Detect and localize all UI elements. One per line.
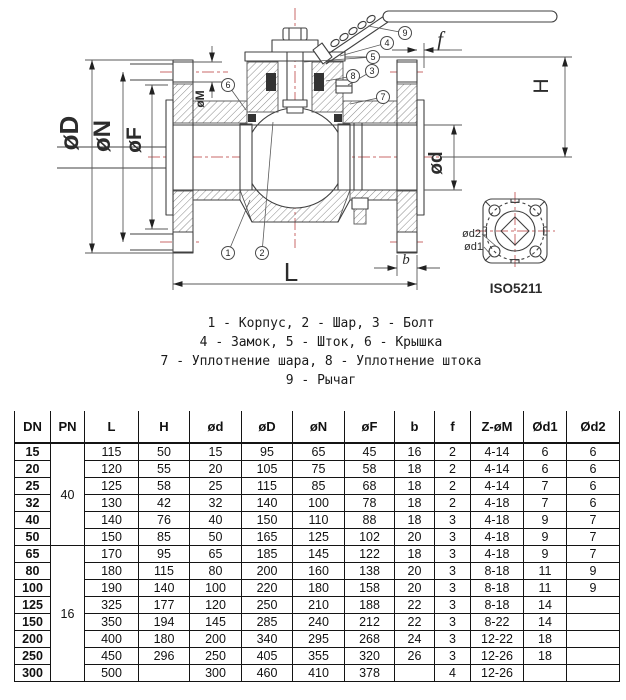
cell-b: 20 [395,529,435,546]
cell-dn: 125 [15,597,51,614]
valve-drawing-container [0,0,626,312]
cell-Ød1: 11 [524,580,567,597]
cell-øD: 105 [242,461,293,478]
cell-f: 2 [435,461,471,478]
cell-dn: 32 [15,495,51,512]
cell-øN: 355 [293,648,345,665]
column-header-øF: øF [345,411,395,443]
cell-L: 190 [85,580,139,597]
cell-øN: 65 [293,443,345,461]
cell-b [395,665,435,682]
callout-number: 9 [402,28,408,38]
cell-b: 18 [395,461,435,478]
cell-f: 3 [435,614,471,631]
cell-Z-øM: 12-22 [471,631,524,648]
column-header-f: f [435,411,471,443]
cell-ød: 80 [190,563,242,580]
table-row-dn-65 [15,546,620,563]
cell-b: 16 [395,443,435,461]
callout-number: 4 [384,38,390,48]
cell-Ød2: 6 [567,443,620,461]
cell-f: 3 [435,648,471,665]
cell-øF: 320 [345,648,395,665]
table-row-dn-125 [15,597,620,614]
dim-label-oF: øF [123,127,146,153]
valve-drawing [0,0,626,312]
cell-øD: 185 [242,546,293,563]
cell-øF: 158 [345,580,395,597]
cell-Ød2: 7 [567,529,620,546]
cell-dn: 65 [15,546,51,563]
cell-f: 2 [435,443,471,461]
cell-L: 115 [85,443,139,461]
cell-H: 140 [139,580,190,597]
legend-line: 4 - Замок, 5 - Шток, 6 - Крышка [199,335,443,350]
cell-Z-øM: 4-14 [471,478,524,495]
cell-ød: 300 [190,665,242,682]
cell-øD: 150 [242,512,293,529]
cell-L: 350 [85,614,139,631]
iso-label-od2: ød2 [462,228,481,240]
cell-L: 170 [85,546,139,563]
iso5211-view [462,192,555,296]
cell-L: 150 [85,529,139,546]
bolt-hole [530,246,541,257]
cell-ød: 100 [190,580,242,597]
cell-L: 140 [85,512,139,529]
cell-øF: 268 [345,631,395,648]
cell-øD: 140 [242,495,293,512]
cell-Z-øM: 4-18 [471,529,524,546]
cell-øD: 220 [242,580,293,597]
cell-Ød2 [567,631,620,648]
cell-f: 3 [435,512,471,529]
table-row-dn-100 [15,580,620,597]
cell-Z-øM: 8-18 [471,597,524,614]
cell-ød: 145 [190,614,242,631]
callout-number: 5 [370,52,376,62]
column-header-b: b [395,411,435,443]
cell-Ød1: 7 [524,495,567,512]
dim-label-H: H [530,78,553,94]
cell-øF: 58 [345,461,395,478]
cell-f: 3 [435,597,471,614]
cell-b: 24 [395,631,435,648]
cell-H: 180 [139,631,190,648]
table-row-dn-32 [15,495,620,512]
dimensions-table [14,411,620,682]
cell-Ød1: 9 [524,512,567,529]
column-header-øN: øN [293,411,345,443]
table-row-dn-20 [15,461,620,478]
cell-b: 18 [395,478,435,495]
cell-b: 22 [395,597,435,614]
cell-øN: 85 [293,478,345,495]
cell-øF: 122 [345,546,395,563]
cell-Ød2 [567,648,620,665]
cell-b: 26 [395,648,435,665]
cell-Z-øM: 8-18 [471,563,524,580]
cell-Ød1: 9 [524,529,567,546]
cell-ød: 25 [190,478,242,495]
cell-Ød2: 6 [567,495,620,512]
cell-Ød2 [567,614,620,631]
cell-H: 50 [139,443,190,461]
cell-Z-øM: 8-18 [471,580,524,597]
cell-Ød2: 6 [567,478,620,495]
table-row-dn-250 [15,648,620,665]
left-flange [130,60,193,253]
cell-Ød1: 14 [524,614,567,631]
callout-1 [222,200,251,260]
table-row-dn-80 [15,563,620,580]
cell-øN: 240 [293,614,345,631]
cell-L: 500 [85,665,139,682]
cell-øN: 410 [293,665,345,682]
cell-dn: 15 [15,443,51,461]
cell-ød: 15 [190,443,242,461]
cell-b: 20 [395,580,435,597]
cell-H: 58 [139,478,190,495]
column-header-Ød2: Ød2 [567,411,620,443]
cell-ød: 40 [190,512,242,529]
table-row-dn-40 [15,512,620,529]
cell-øF: 88 [345,512,395,529]
dim-label-b: b [402,252,410,268]
cell-øD: 285 [242,614,293,631]
cell-Ød2: 7 [567,512,620,529]
cell-Ød2: 7 [567,546,620,563]
cell-Ød2: 9 [567,563,620,580]
column-header-Ød1: Ød1 [524,411,567,443]
cell-dn: 40 [15,512,51,529]
cell-Z-øM: 4-14 [471,443,524,461]
table-row-dn-150 [15,614,620,631]
dim-label-oN: øN [89,120,116,152]
cell-øN: 160 [293,563,345,580]
cell-f: 3 [435,580,471,597]
cell-b: 18 [395,495,435,512]
cell-øN: 125 [293,529,345,546]
cell-øD: 340 [242,631,293,648]
legend-line: 1 - Корпус, 2 - Шар, 3 - Болт [207,316,435,331]
cell-ød: 65 [190,546,242,563]
cell-pn-group: 40 [51,443,85,546]
cell-f: 3 [435,563,471,580]
cell-b: 18 [395,546,435,563]
cell-Ød1: 14 [524,597,567,614]
parts-legend [0,314,626,390]
column-header-Z-øM: Z-øM [471,411,524,443]
cell-øF: 378 [345,665,395,682]
table-row-dn-200 [15,631,620,648]
column-header-ød: ød [190,411,242,443]
cell-L: 130 [85,495,139,512]
cell-øN: 110 [293,512,345,529]
dim-label-L: L [283,257,299,287]
cell-f: 2 [435,478,471,495]
cell-Ød1: 11 [524,563,567,580]
callout-number: 2 [259,248,265,258]
cell-H: 76 [139,512,190,529]
cell-øF: 78 [345,495,395,512]
cell-Z-øM: 8-22 [471,614,524,631]
bonnet [245,28,345,113]
cell-f: 4 [435,665,471,682]
cell-øD: 460 [242,665,293,682]
table-row-dn-300 [15,665,620,682]
cell-øF: 45 [345,443,395,461]
cell-dn: 50 [15,529,51,546]
cell-øF: 212 [345,614,395,631]
cell-Z-øM: 4-14 [471,461,524,478]
cell-øN: 100 [293,495,345,512]
column-header-DN: DN [15,411,51,443]
cell-L: 325 [85,597,139,614]
cell-L: 400 [85,631,139,648]
dim-label-f: f [437,27,443,51]
cell-dn: 150 [15,614,51,631]
cell-øN: 145 [293,546,345,563]
ball [245,108,345,208]
callout-number: 8 [350,71,356,81]
column-header-PN: PN [51,411,85,443]
cell-øF: 138 [345,563,395,580]
cell-øD: 115 [242,478,293,495]
cell-øD: 165 [242,529,293,546]
spec-table-container [14,411,626,682]
cell-Ød1: 18 [524,631,567,648]
cell-øN: 180 [293,580,345,597]
cell-H: 296 [139,648,190,665]
cell-b: 20 [395,563,435,580]
cell-Ød1: 18 [524,648,567,665]
cell-øN: 75 [293,461,345,478]
cell-øN: 210 [293,597,345,614]
cell-L: 120 [85,461,139,478]
cell-dn: 100 [15,580,51,597]
cell-Ød2: 9 [567,580,620,597]
cell-Ød2: 6 [567,461,620,478]
dim-label-od: ød [426,151,447,175]
table-header-row [15,411,620,443]
cell-Z-øM: 4-18 [471,546,524,563]
cell-Z-øM: 12-26 [471,665,524,682]
dim-label-oM: øM [193,90,207,108]
cell-b: 22 [395,614,435,631]
cell-dn: 25 [15,478,51,495]
cell-øD: 405 [242,648,293,665]
legend-line: 9 - Рычаг [285,373,357,388]
cell-dn: 20 [15,461,51,478]
callout-number: 3 [369,66,375,76]
callout-4 [340,37,394,57]
cell-H: 95 [139,546,190,563]
cell-øD: 250 [242,597,293,614]
cell-Ød1: 9 [524,546,567,563]
cell-øF: 68 [345,478,395,495]
cell-L: 125 [85,478,139,495]
table-row-dn-25 [15,478,620,495]
cell-f: 3 [435,546,471,563]
column-header-L: L [85,411,139,443]
cell-f: 3 [435,529,471,546]
cell-øF: 102 [345,529,395,546]
cell-Ød1: 6 [524,443,567,461]
cell-ød: 20 [190,461,242,478]
cell-dn: 80 [15,563,51,580]
cell-dn: 250 [15,648,51,665]
cell-Ød2 [567,597,620,614]
cell-dn: 300 [15,665,51,682]
cell-H: 194 [139,614,190,631]
bolt-hole [489,205,500,216]
cell-H: 85 [139,529,190,546]
cell-ød: 250 [190,648,242,665]
cell-ød: 200 [190,631,242,648]
right-flange [397,60,424,253]
callout-number: 6 [225,80,231,90]
cell-Ød1 [524,665,567,682]
table-row-dn-15 [15,443,620,461]
bolt-hole [530,205,541,216]
callout-number: 1 [225,248,231,258]
legend-line: 7 - Уплотнение шара, 8 - Уплотнение штока [160,354,482,369]
iso-label-od1: ød1 [464,241,483,253]
cell-H: 177 [139,597,190,614]
cell-Ød1: 6 [524,461,567,478]
cell-øD: 200 [242,563,293,580]
table-row-dn-50 [15,529,620,546]
cell-H: 42 [139,495,190,512]
column-header-H: H [139,411,190,443]
cell-Z-øM: 4-18 [471,512,524,529]
callout-number: 7 [380,92,386,102]
cell-ød: 50 [190,529,242,546]
cell-H: 115 [139,563,190,580]
cell-Ød2 [567,665,620,682]
cell-øF: 188 [345,597,395,614]
cell-øN: 295 [293,631,345,648]
cell-L: 180 [85,563,139,580]
lever-rod [383,11,557,22]
cell-Ød1: 7 [524,478,567,495]
cell-ød: 120 [190,597,242,614]
cell-pn-group: 16 [51,546,85,682]
cell-H [139,665,190,682]
cell-b: 18 [395,512,435,529]
cell-ød: 32 [190,495,242,512]
cell-f: 2 [435,495,471,512]
handle-lever [313,11,557,64]
cell-øD: 95 [242,443,293,461]
cell-dn: 200 [15,631,51,648]
cell-L: 450 [85,648,139,665]
cell-Z-øM: 4-18 [471,495,524,512]
cell-H: 55 [139,461,190,478]
cell-f: 3 [435,631,471,648]
dim-label-oD: øD [54,115,84,151]
column-header-øD: øD [242,411,293,443]
cell-Z-øM: 12-26 [471,648,524,665]
iso5211-label: ISO5211 [489,281,543,296]
